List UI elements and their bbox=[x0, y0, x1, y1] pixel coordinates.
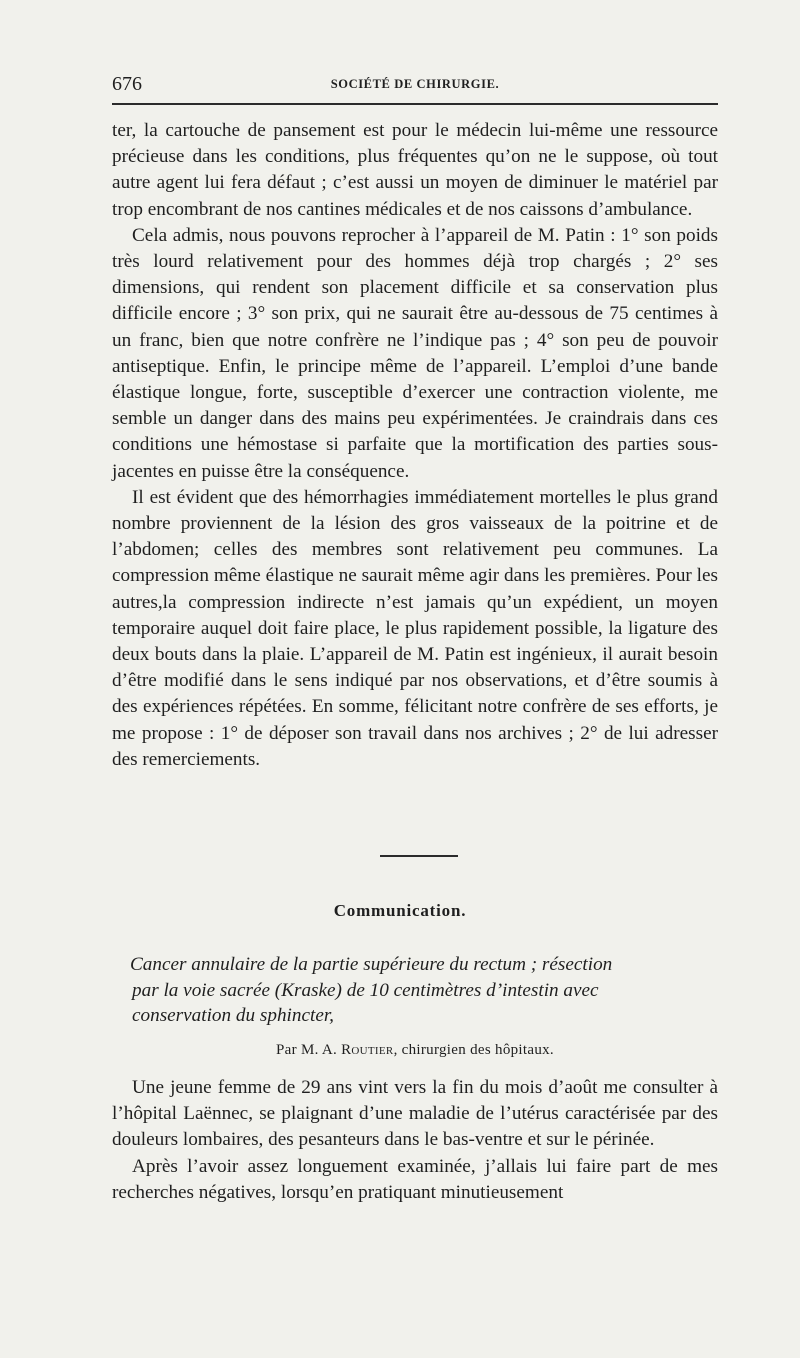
author-name: Routier bbox=[341, 1042, 394, 1058]
title-line: par la voie sacrée (Kraske) de 10 centimètres d’intestin avec bbox=[132, 979, 599, 1001]
page-number: 676 bbox=[112, 73, 142, 95]
byline-prefix: Par M. A. bbox=[276, 1042, 338, 1058]
paragraph: Après l’avoir assez longuement examinée, j’allais lui faire part de mes recherches négatives, lorsqu’en pratiquant minutieusement bbox=[112, 1155, 718, 1203]
communication-title bbox=[130, 952, 730, 1029]
paragraph: Une jeune femme de 29 ans vint vers la fin du mois d’août me consulter à l’hôpital Laënnec, se plaignant d’une maladie de l’utérus caractérisée par des douleurs lombaires, des pesanteurs dans le bas-ventre et sur le périnée. bbox=[112, 1077, 718, 1151]
running-head: SOCIÉTÉ DE CHIRURGIE. bbox=[330, 77, 500, 91]
title-line: Cancer annulaire de la partie supérieure du rectum ; résection bbox=[130, 954, 613, 975]
paragraph: Il est évident que des hémorrhagies immédiatement mortelles le plus grand nombre proviennent de la lésion des gros vaisseaux de la poitrine et de l’abdomen; celles des membres sont relativement peu communes. La compression même élastique ne saurait même agir dans les premières. Pour les autres,la compression indirecte n’est jamais qu’un expédient, un moyen temporaire auquel doit faire place, le plus rapidement possible, la ligature des deux bouts dans la plaie. L’appareil de M. Patin est ingénieux, il aurait besoin d’être modifié dans le sens indiqué par nos observations, et d’être soumis à des expériences répétées. En somme, félicitant notre confrère de ses efforts, je me propose : 1° de déposer son travail dans nos archives ; 2° de lui adresser des remerciements. bbox=[112, 486, 718, 770]
section-heading: Communication. bbox=[333, 901, 467, 920]
header-rule bbox=[112, 103, 718, 105]
communication-body bbox=[112, 1075, 718, 1206]
byline-suffix: , chirurgien des hôpitaux. bbox=[393, 1042, 554, 1058]
paragraph: Cela admis, nous pouvons reprocher à l’appareil de M. Patin : 1° son poids très lourd relativement pour des hommes déjà trop chargés ; 2° ses dimensions, qui rendent son placement difficile et sa conservation plus difficile encore ; 3° son prix, qui ne saurait être au-dessous de 75 centimes à un franc, bien que notre confrère ne l’indique pas ; 4° son peu de pouvoir antiseptique. Enfin, le principe même de l’appareil. L’emploi d’une bande élastique longue, forte, susceptible d’exercer une contraction violente, me semble un danger dans des mains peu expérimentées. Je craindrais dans ces conditions une hémostase si parfaite que la mortification des parties sous-jacentes en puisse être la conséquence. bbox=[112, 224, 718, 482]
byline bbox=[0, 1039, 800, 1061]
body-text bbox=[112, 118, 718, 773]
title-line: conservation du sphincter, bbox=[132, 1005, 334, 1026]
paragraph: ter, la cartouche de pansement est pour le médecin lui-même une ressource précieuse dans les conditions, plus fréquentes qu’on ne le suppose, où tout autre agent lui fera défaut ; c’est aussi un moyen de diminuer le matériel par trop encombrant de nos cantines médicales et de nos caissons d’ambulance. bbox=[112, 120, 718, 220]
page-header bbox=[112, 70, 718, 98]
section-divider bbox=[380, 855, 458, 857]
